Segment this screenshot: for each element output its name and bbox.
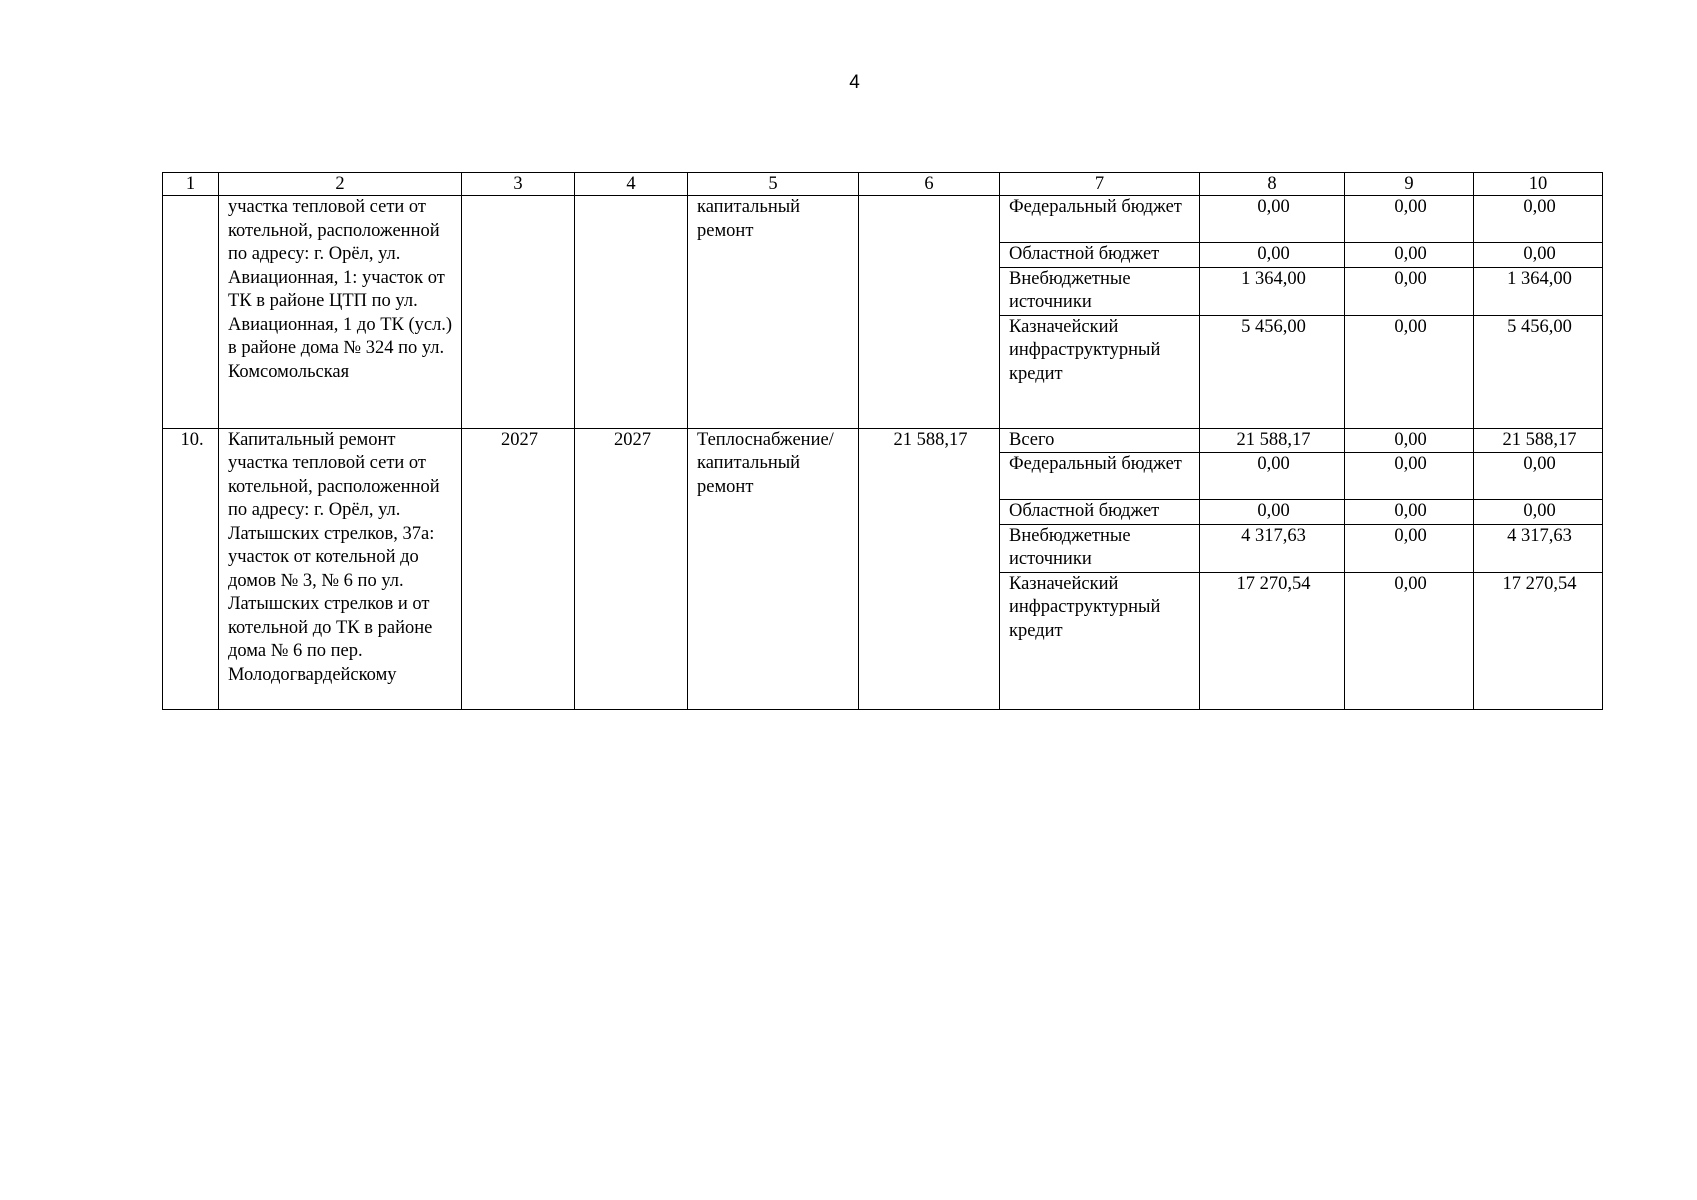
start-year bbox=[462, 196, 575, 429]
value-col9: 0,00 bbox=[1345, 196, 1474, 243]
value-col9: 0,00 bbox=[1345, 315, 1474, 428]
value-col8: 4 317,63 bbox=[1200, 524, 1345, 572]
value-col10: 17 270,54 bbox=[1474, 572, 1603, 709]
value-col9: 0,00 bbox=[1345, 572, 1474, 709]
value-col9: 0,00 bbox=[1345, 428, 1474, 453]
object-name: участка тепловой сети от котельной, расположенной по адресу: г. Орёл, ул. Авиационная, 1: участок от ТК в районе ЦТП по ул. Авиационная, 1 до ТК (усл.) в районе дома № 324 по ул. Комсомольская bbox=[219, 196, 462, 429]
value-col9: 0,00 bbox=[1345, 453, 1474, 500]
value-col9: 0,00 bbox=[1345, 500, 1474, 525]
value-col8: 21 588,17 bbox=[1200, 428, 1345, 453]
table-row bbox=[163, 196, 1603, 243]
funding-source-label: Казначейский инфраструктурный кредит bbox=[1000, 572, 1200, 709]
header-cell: 10 bbox=[1474, 173, 1603, 196]
total-cost bbox=[859, 196, 1000, 429]
header-cell: 6 bbox=[859, 173, 1000, 196]
header-cell: 9 bbox=[1345, 173, 1474, 196]
row-number bbox=[163, 196, 219, 429]
funding-source-label: Федеральный бюджет bbox=[1000, 196, 1200, 243]
header-cell: 1 bbox=[163, 173, 219, 196]
funding-source-label: Всего bbox=[1000, 428, 1200, 453]
start-year: 2027 bbox=[462, 428, 575, 709]
object-name: Капитальный ремонт участка тепловой сети от котельной, расположенной по адресу: г. Орёл, ул. Латышских стрелков, 37а: участок от котельной до домов № 3, № 6 по ул. Латышских стрелков и от котельной до ТК в районе дома № 6 по пер. Молодогвардейскому bbox=[219, 428, 462, 709]
header-cell: 5 bbox=[688, 173, 859, 196]
row-number: 10. bbox=[163, 428, 219, 709]
value-col9: 0,00 bbox=[1345, 267, 1474, 315]
funding-source-label: Федеральный бюджет bbox=[1000, 453, 1200, 500]
value-col10: 5 456,00 bbox=[1474, 315, 1603, 428]
funding-source-label: Областной бюджет bbox=[1000, 500, 1200, 525]
work-type: капитальный ремонт bbox=[688, 196, 859, 429]
funding-source-label: Областной бюджет bbox=[1000, 243, 1200, 268]
page-number: 4 bbox=[849, 72, 860, 93]
header-cell: 4 bbox=[575, 173, 688, 196]
value-col10: 0,00 bbox=[1474, 243, 1603, 268]
funding-source-label: Внебюджетные источники bbox=[1000, 524, 1200, 572]
value-col10: 0,00 bbox=[1474, 196, 1603, 243]
funding-source-label: Казначейский инфраструктурный кредит bbox=[1000, 315, 1200, 428]
value-col10: 21 588,17 bbox=[1474, 428, 1603, 453]
value-col8: 0,00 bbox=[1200, 196, 1345, 243]
column-number-row bbox=[163, 173, 1603, 196]
header-cell: 2 bbox=[219, 173, 462, 196]
value-col10: 0,00 bbox=[1474, 453, 1603, 500]
value-col8: 0,00 bbox=[1200, 500, 1345, 525]
total-cost: 21 588,17 bbox=[859, 428, 1000, 709]
value-col8: 0,00 bbox=[1200, 243, 1345, 268]
value-col10: 1 364,00 bbox=[1474, 267, 1603, 315]
header-cell: 3 bbox=[462, 173, 575, 196]
header-cell: 7 bbox=[1000, 173, 1200, 196]
funding-table bbox=[162, 172, 1603, 710]
value-col8: 1 364,00 bbox=[1200, 267, 1345, 315]
value-col8: 17 270,54 bbox=[1200, 572, 1345, 709]
value-col9: 0,00 bbox=[1345, 243, 1474, 268]
table-row bbox=[163, 428, 1603, 453]
header-cell: 8 bbox=[1200, 173, 1345, 196]
value-col10: 0,00 bbox=[1474, 500, 1603, 525]
value-col10: 4 317,63 bbox=[1474, 524, 1603, 572]
end-year bbox=[575, 196, 688, 429]
end-year: 2027 bbox=[575, 428, 688, 709]
work-type: Теплоснабжение/ капитальный ремонт bbox=[688, 428, 859, 709]
value-col8: 0,00 bbox=[1200, 453, 1345, 500]
value-col8: 5 456,00 bbox=[1200, 315, 1345, 428]
value-col9: 0,00 bbox=[1345, 524, 1474, 572]
funding-source-label: Внебюджетные источники bbox=[1000, 267, 1200, 315]
